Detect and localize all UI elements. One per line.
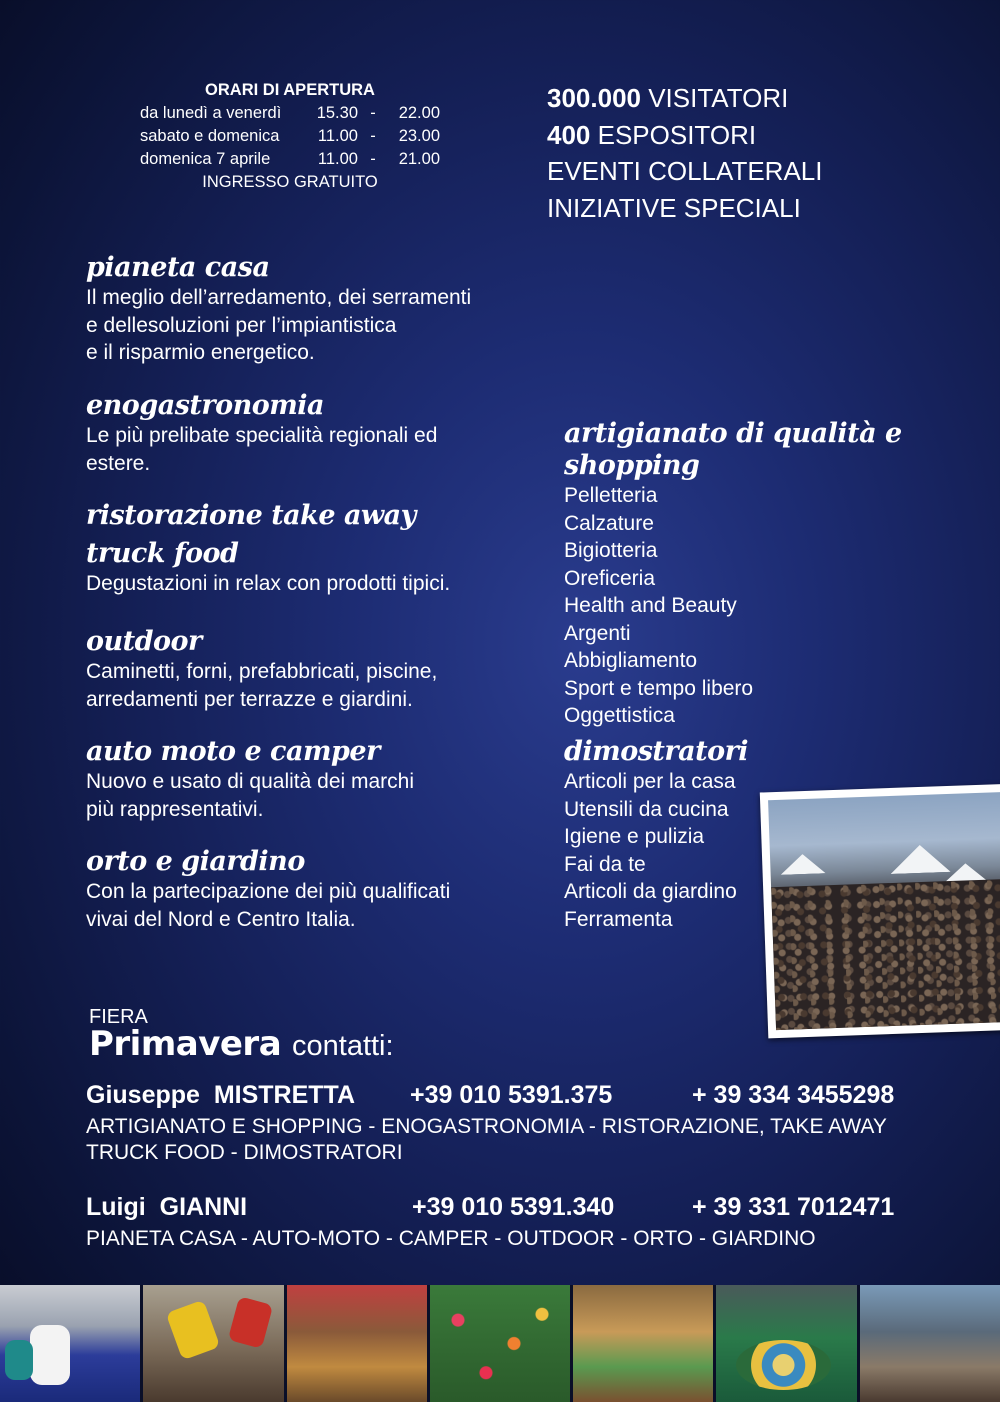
section-enogastronomia bbox=[86, 390, 437, 477]
stat-visitors-number: 300.000 bbox=[547, 83, 641, 113]
hours-dash: - bbox=[370, 104, 376, 122]
section-line: Degustazioni in relax con prodotti tipici. bbox=[86, 572, 451, 595]
hours-day: da lunedì a venerdì bbox=[140, 104, 282, 122]
hours-day: sabato e domenica bbox=[140, 127, 280, 145]
stat-initiatives: INIZIATIVE SPECIALI bbox=[547, 192, 801, 223]
list-item: Articoli da giardino bbox=[564, 880, 737, 903]
stat-exhibitors-number: 400 bbox=[547, 119, 591, 150]
hours-from: 15.30 bbox=[316, 104, 358, 122]
list-item: Oggettistica bbox=[564, 704, 675, 727]
hours-row bbox=[140, 148, 440, 171]
section-body bbox=[86, 878, 450, 933]
section-ristorazione bbox=[86, 500, 450, 598]
section-artigianato bbox=[564, 418, 1000, 730]
section-line: arredamenti per terrazze e giardini. bbox=[86, 687, 413, 711]
brand-fiera: FIERA bbox=[89, 1006, 148, 1028]
scooter-photo bbox=[0, 1285, 140, 1402]
list-item: Igiene e pulizia bbox=[564, 825, 705, 848]
hours-from: 11.00 bbox=[317, 150, 358, 168]
brand-primavera-logo: Primavera bbox=[89, 1024, 282, 1064]
section-title: ristorazione take away bbox=[86, 500, 416, 531]
section-line: Con la partecipazione dei più qualificati bbox=[86, 880, 451, 903]
contact-last-name: MISTRETTA bbox=[213, 1081, 356, 1109]
crowd-photo bbox=[768, 792, 1000, 1030]
section-title: orto e giardino bbox=[86, 846, 305, 877]
section-line: estere. bbox=[86, 451, 151, 475]
hours-to: 22.00 bbox=[398, 104, 440, 122]
exhibitor-stand-photo bbox=[860, 1285, 1000, 1402]
contact-areas-line: PIANETA CASA - AUTO-MOTO - CAMPER - OUTDOOR - ORTO - GIARDINO bbox=[86, 1227, 816, 1250]
contact-mobile[interactable]: + 39 334 3455298 bbox=[692, 1081, 895, 1109]
contact-mobile[interactable]: + 39 331 7012471 bbox=[692, 1193, 895, 1221]
contact-phone[interactable]: +39 010 5391.375 bbox=[410, 1081, 613, 1109]
contact-areas-line: ARTIGIANATO E SHOPPING - ENOGASTRONOMIA - RISTORAZIONE, TAKE AWAY bbox=[86, 1115, 887, 1138]
photo-strip bbox=[0, 1285, 1000, 1402]
list-item: Bigiotteria bbox=[564, 539, 658, 562]
section-body bbox=[86, 570, 450, 598]
section-title: pianeta casa bbox=[86, 252, 270, 283]
hours-to: 23.00 bbox=[398, 127, 440, 145]
hours-row bbox=[140, 102, 440, 125]
section-pianeta-casa bbox=[86, 252, 471, 367]
stat-exhibitors-label: ESPOSITORI bbox=[590, 119, 757, 150]
crowd-photo-frame bbox=[760, 784, 1000, 1039]
stat-visitors-label: VISITATORI bbox=[640, 83, 789, 113]
hours-title: ORARI DI APERTURA bbox=[205, 81, 375, 99]
section-outdoor bbox=[86, 626, 437, 713]
section-body bbox=[86, 284, 471, 367]
list-item: Health and Beauty bbox=[564, 594, 737, 617]
list-item: Utensili da cucina bbox=[564, 797, 729, 821]
hours-to: 21.00 bbox=[398, 150, 440, 168]
contact-phone[interactable]: +39 010 5391.340 bbox=[412, 1193, 615, 1221]
list-item: Articoli per la casa bbox=[564, 770, 736, 793]
section-line: Caminetti, forni, prefabbricati, piscine, bbox=[86, 660, 438, 683]
contact-name bbox=[86, 1081, 355, 1110]
food-stall-photo bbox=[287, 1285, 427, 1402]
section-body bbox=[86, 422, 437, 477]
contact-first-name: Giuseppe bbox=[86, 1081, 200, 1109]
section-body bbox=[86, 768, 414, 823]
section-title: artigianato di qualità e shopping bbox=[564, 418, 902, 481]
hours-dash: - bbox=[370, 150, 376, 168]
wood-furniture-photo bbox=[573, 1285, 713, 1402]
list-item: Sport e tempo libero bbox=[564, 676, 754, 700]
flowers-photo bbox=[430, 1285, 570, 1402]
list-item: Pelletteria bbox=[564, 484, 658, 507]
tent-shape bbox=[890, 844, 951, 874]
list-item: Oreficeria bbox=[564, 566, 656, 590]
tent-shape bbox=[780, 853, 826, 875]
section-body bbox=[564, 768, 748, 933]
hours-day: domenica 7 aprile bbox=[140, 150, 271, 168]
list-item: Argenti bbox=[564, 621, 631, 645]
section-title: outdoor bbox=[86, 626, 202, 657]
section-orto-giardino bbox=[86, 846, 450, 933]
list-item: Abbigliamento bbox=[564, 649, 698, 672]
contact-last-name: GIANNI bbox=[159, 1193, 248, 1221]
contact-first-name: Luigi bbox=[86, 1193, 146, 1221]
section-title-2: truck food bbox=[86, 538, 239, 569]
stat-visitors bbox=[547, 80, 823, 117]
stat-events: EVENTI COLLATERALI bbox=[547, 156, 823, 186]
free-entry-note: INGRESSO GRATUITO bbox=[202, 173, 378, 191]
list-item: Calzature bbox=[564, 511, 654, 535]
list-item: Ferramenta bbox=[564, 907, 673, 931]
sneakers-photo bbox=[143, 1285, 283, 1402]
section-body bbox=[86, 658, 437, 713]
section-line: più rappresentativi. bbox=[86, 797, 264, 821]
contact-name bbox=[86, 1193, 247, 1222]
contact-areas bbox=[86, 1114, 887, 1166]
hours-row bbox=[140, 125, 440, 148]
contact-areas bbox=[86, 1226, 816, 1252]
section-title: enogastronomia bbox=[86, 390, 325, 421]
section-line: vivai del Nord e Centro Italia. bbox=[86, 907, 356, 931]
section-line: Le più prelibate specialità regionali ed bbox=[86, 424, 438, 447]
section-line: Il meglio dell’arredamento, dei serramenti bbox=[86, 286, 472, 309]
stat-exhibitors bbox=[547, 117, 823, 154]
section-body bbox=[564, 482, 1000, 730]
crowd-shape bbox=[771, 879, 1000, 1030]
section-dimostratori bbox=[564, 736, 748, 933]
contacts-heading: contatti: bbox=[292, 1030, 394, 1062]
section-line: e dellesoluzioni per l’impiantistica bbox=[86, 313, 397, 337]
hours-from: 11.00 bbox=[317, 127, 358, 145]
section-title: auto moto e camper bbox=[86, 736, 380, 767]
section-line: Nuovo e usato di qualità dei marchi bbox=[86, 770, 415, 793]
mosaic-table-photo bbox=[716, 1285, 856, 1402]
opening-hours bbox=[140, 79, 440, 194]
hours-dash: - bbox=[370, 127, 376, 145]
section-line: e il risparmio energetico. bbox=[86, 341, 315, 364]
section-auto-moto-camper bbox=[86, 736, 414, 823]
contact-areas-line: TRUCK FOOD - DIMOSTRATORI bbox=[86, 1141, 403, 1164]
section-title: dimostratori bbox=[564, 736, 749, 767]
list-item: Fai da te bbox=[564, 852, 646, 876]
fair-stats bbox=[547, 80, 823, 226]
